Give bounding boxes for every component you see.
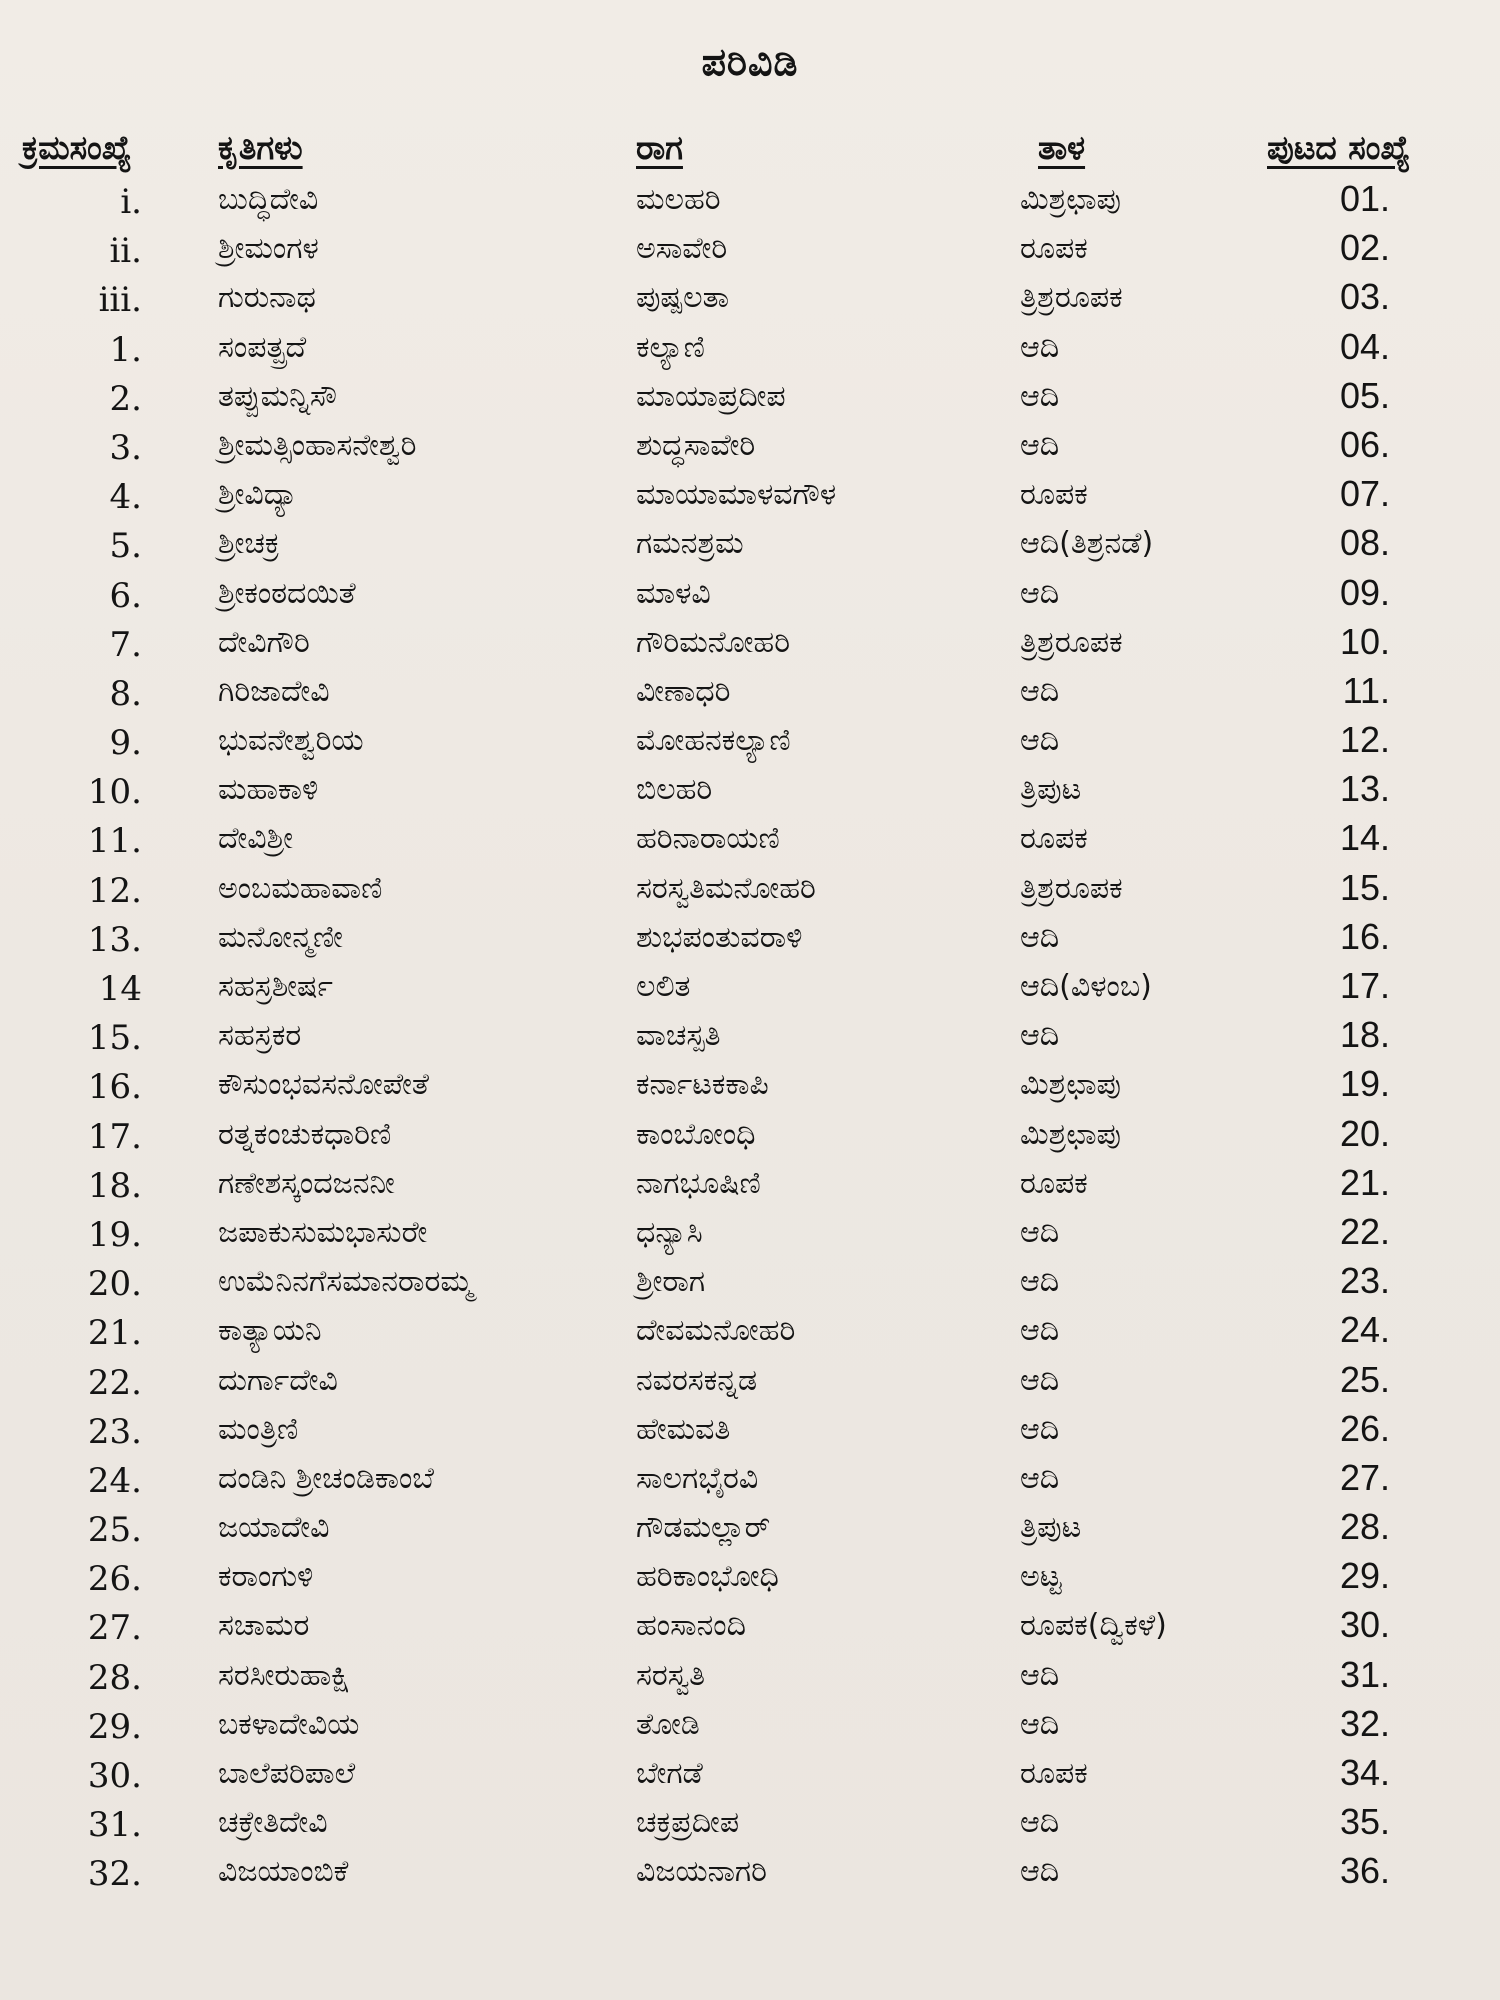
row-tala: ತ್ರಿಪುಟ — [1020, 772, 1082, 808]
row-serial-number: 24. — [87, 1460, 142, 1501]
row-page-number: 14. — [1339, 817, 1390, 859]
row-serial-number: 9. — [109, 723, 142, 764]
row-serial-number: 25. — [87, 1510, 142, 1551]
row-tala: ಆದಿ — [1020, 723, 1060, 759]
row-serial-number: 6. — [109, 575, 142, 616]
row-serial-number: 7. — [109, 624, 142, 665]
row-serial-number: 31. — [87, 1805, 142, 1846]
row-page-number: 29. — [1339, 1555, 1390, 1597]
row-composition: ದೇವಿಗೌರಿ — [218, 624, 310, 660]
row-page-number: 11. — [1342, 669, 1390, 711]
row-composition: ವಿಜಯಾಂಬಿಕೆ — [218, 1854, 349, 1890]
row-page-number: 21. — [1339, 1161, 1390, 1203]
row-page-number: 16. — [1339, 915, 1390, 957]
row-raga: ಸರಸ್ವತಿ — [636, 1657, 705, 1693]
row-serial-number: ii. — [109, 231, 142, 272]
table-row — [0, 373, 1500, 422]
table-row — [0, 274, 1500, 323]
row-raga: ಲಲಿತ — [636, 969, 691, 1004]
row-composition: ಉಮೆನಿನಗೆಸಮಾನರಾರಮ್ಮ — [218, 1264, 473, 1300]
table-row — [0, 324, 1500, 373]
row-raga: ಸಾಲಗಭೈರವಿ — [636, 1460, 759, 1496]
row-raga: ವೀಣಾಧರಿ — [636, 673, 731, 709]
table-row — [0, 225, 1500, 274]
row-tala: ಆದಿ — [1020, 1362, 1060, 1398]
row-tala: ಮಿಶ್ರಛಾಪು — [1020, 1067, 1121, 1103]
row-tala: ರೂಪಕ(ದ್ವಿಕಳೆ) — [1020, 1608, 1167, 1644]
row-composition: ಗಿರಿಜಾದೇವಿ — [218, 673, 330, 709]
row-serial-number: 20. — [87, 1264, 142, 1305]
table-row — [0, 619, 1500, 668]
header-compositions: ಕೃತಿಗಳು — [218, 128, 303, 167]
table-row — [0, 1848, 1500, 1897]
row-tala: ಆದಿ — [1020, 1657, 1060, 1693]
row-raga: ವಿಜಯನಾಗರಿ — [636, 1854, 767, 1890]
row-raga: ಗೌಡಮಲ್ಲಾರ್ — [636, 1510, 771, 1546]
row-serial-number: 17. — [87, 1116, 142, 1157]
row-tala: ಆದಿ — [1020, 378, 1060, 414]
row-tala: ಆದಿ — [1020, 1854, 1060, 1890]
row-composition: ಭುವನೇಶ್ವರಿಯ — [218, 723, 364, 759]
row-serial-number: 18. — [87, 1165, 142, 1206]
table-row — [0, 1307, 1500, 1356]
row-page-number: 32. — [1339, 1702, 1390, 1744]
row-page-number: 34. — [1339, 1752, 1390, 1793]
row-page-number: 27. — [1339, 1456, 1390, 1498]
row-raga: ಚಕ್ರಪ್ರದೀಪ — [636, 1805, 740, 1841]
table-row — [0, 1406, 1500, 1455]
row-raga: ಕಾಂಬೋಂಧಿ — [636, 1116, 756, 1152]
row-composition: ಕಾತ್ಯಾಯನಿ — [218, 1313, 322, 1349]
row-composition: ಶ್ರೀಮಂಗಳ — [218, 231, 319, 267]
row-page-number: 04. — [1339, 325, 1390, 367]
row-tala: ರೂಪಕ — [1020, 1165, 1088, 1201]
contents-table — [0, 176, 1500, 1898]
table-row — [0, 766, 1500, 815]
row-page-number: 05. — [1339, 374, 1390, 416]
row-tala: ತ್ರಿಶ್ರರೂಪಕ — [1020, 280, 1123, 316]
table-row — [0, 176, 1500, 225]
row-raga: ಶ್ರೀರಾಗ — [636, 1264, 706, 1300]
row-page-number: 26. — [1339, 1407, 1390, 1449]
table-row — [0, 865, 1500, 914]
row-raga: ಕಲ್ಯಾಣಿ — [636, 329, 705, 365]
row-tala: ರೂಪಕ — [1020, 231, 1088, 267]
row-composition: ಸಂಪತ್ಪ್ರದೆ — [218, 329, 307, 365]
row-page-number: 12. — [1339, 719, 1390, 761]
row-tala: ಆದಿ — [1020, 1706, 1060, 1742]
row-raga: ಗಮನಶ್ರಮ — [636, 526, 744, 562]
row-page-number: 15. — [1339, 866, 1390, 908]
row-serial-number: 28. — [87, 1657, 142, 1698]
row-raga: ಮಾಯಾಪ್ರದೀಪ — [636, 378, 786, 414]
row-composition: ದೇವಿಶ್ರೀ — [218, 821, 293, 857]
row-composition: ಕೌಸುಂಭವಸನೋಪೇತೆ — [218, 1067, 429, 1103]
row-serial-number: 16. — [87, 1067, 142, 1108]
table-row — [0, 1209, 1500, 1258]
row-tala: ಆದಿ(ತಿಶ್ರನಡೆ) — [1020, 526, 1154, 562]
row-raga: ಮೋಹನಕಲ್ಯಾಣಿ — [636, 723, 791, 759]
row-serial-number: 30. — [87, 1756, 142, 1796]
row-raga: ಬಿಲಹರಿ — [636, 772, 713, 808]
row-composition: ಶ್ರೀಮತ್ಸಿಂಹಾಸನೇಶ್ವರಿ — [218, 427, 417, 463]
row-composition: ಜಯಾದೇವಿ — [218, 1510, 330, 1546]
table-row — [0, 668, 1500, 717]
table-row — [0, 1602, 1500, 1651]
row-page-number: 19. — [1339, 1063, 1390, 1105]
row-serial-number: 2. — [109, 378, 142, 419]
table-row — [0, 1111, 1500, 1160]
row-serial-number: 8. — [109, 673, 142, 714]
row-composition: ಶ್ರೀವಿದ್ಯಾ — [218, 477, 298, 513]
table-row — [0, 471, 1500, 520]
row-composition: ರತ್ನಕಂಚುಕಧಾರಿಣಿ — [218, 1116, 392, 1152]
row-tala: ಆದಿ — [1020, 1018, 1060, 1054]
row-composition: ಶ್ರೀಚಕ್ರ — [218, 526, 280, 562]
row-raga: ಅಸಾವೇರಿ — [636, 231, 728, 267]
row-serial-number: 12. — [87, 870, 142, 911]
row-page-number: 20. — [1339, 1112, 1390, 1154]
row-raga: ಹರಿನಾರಾಯಣಿ — [636, 821, 780, 857]
table-row — [0, 422, 1500, 471]
row-raga: ತೋಡಿ — [636, 1706, 700, 1742]
row-tala: ಆದಿ — [1020, 1313, 1060, 1349]
table-row — [0, 1652, 1500, 1701]
page-title: ಪರಿವಿಡಿ — [701, 40, 799, 84]
table-row — [0, 1799, 1500, 1848]
row-page-number: 17. — [1339, 965, 1390, 1006]
row-composition: ದುರ್ಗಾದೇವಿ — [218, 1362, 338, 1398]
row-raga: ಮಾಳವಿ — [636, 575, 711, 611]
row-serial-number: 1. — [109, 329, 142, 370]
header-serial-number: ಕ್ರಮಸಂಖ್ಯೆ — [22, 128, 132, 167]
row-serial-number: 13. — [87, 919, 142, 960]
row-tala: ತ್ರಿಶ್ರರೂಪಕ — [1020, 870, 1123, 906]
row-composition: ಮಂತ್ರಿಣಿ — [218, 1411, 299, 1447]
row-raga: ಗೌರಿಮನೋಹರಿ — [636, 624, 791, 660]
table-row — [0, 1357, 1500, 1406]
row-tala: ಆದಿ — [1020, 1411, 1060, 1447]
row-composition: ಸಹಸ್ರಕರ — [218, 1018, 302, 1054]
row-composition: ಶ್ರೀಕಂಠದಯಿತೆ — [218, 575, 356, 611]
row-serial-number: 32. — [87, 1854, 142, 1895]
row-raga: ಶುದ್ಧಸಾವೇರಿ — [636, 427, 756, 463]
row-composition: ಮನೋನ್ಮಣೀ — [218, 919, 343, 955]
row-serial-number: 5. — [109, 526, 142, 567]
row-tala: ಆದಿ — [1020, 1805, 1060, 1841]
row-composition: ಸಹಸ್ರಶೀರ್ಷ — [218, 969, 333, 1004]
row-raga: ಬೇಗಡೆ — [636, 1756, 703, 1791]
row-page-number: 35. — [1339, 1801, 1390, 1843]
row-page-number: 24. — [1339, 1309, 1390, 1351]
row-serial-number: 11. — [87, 821, 142, 862]
row-tala: ಆದಿ — [1020, 427, 1060, 463]
table-row — [0, 1061, 1500, 1110]
row-serial-number: 15. — [87, 1018, 142, 1059]
row-tala: ರೂಪಕ — [1020, 1756, 1088, 1791]
table-header — [0, 128, 1500, 180]
table-row — [0, 1160, 1500, 1209]
row-serial-number: 3. — [109, 427, 142, 468]
table-row — [0, 963, 1500, 1012]
table-row — [0, 1750, 1500, 1799]
row-page-number: 08. — [1339, 522, 1390, 564]
row-composition: ಬಕಳಾದೇವಿಯ — [218, 1706, 360, 1742]
row-tala: ಆದಿ — [1020, 919, 1060, 955]
row-raga: ಶುಭಪಂತುವರಾಳಿ — [636, 919, 803, 955]
row-page-number: 07. — [1339, 473, 1390, 515]
row-raga: ಧನ್ಯಾಸಿ — [636, 1214, 703, 1250]
row-tala: ರೂಪಕ — [1020, 821, 1088, 857]
row-raga: ಹೇಮವತಿ — [636, 1411, 731, 1447]
row-page-number: 18. — [1339, 1014, 1390, 1056]
table-row — [0, 914, 1500, 963]
row-raga: ಮಾಯಾಮಾಳವಗೌಳ — [636, 477, 837, 513]
table-row — [0, 570, 1500, 619]
row-composition: ಸರಸೀರುಹಾಕ್ಷಿ — [218, 1657, 350, 1693]
row-tala: ಆದಿ — [1020, 575, 1060, 611]
row-page-number: 02. — [1339, 227, 1390, 269]
row-serial-number: 26. — [87, 1559, 142, 1600]
row-composition: ಸಚಾಮರ — [218, 1608, 310, 1644]
row-composition: ತಪ್ಪುಮನ್ನಿಸೌ — [218, 378, 337, 414]
table-row — [0, 1504, 1500, 1553]
row-tala: ಆದಿ — [1020, 1264, 1060, 1300]
row-raga: ಕರ್ನಾಟಕಕಾಪಿ — [636, 1067, 769, 1103]
table-row — [0, 717, 1500, 766]
row-serial-number: 29. — [87, 1706, 142, 1747]
row-tala: ಆದಿ — [1020, 1460, 1060, 1496]
row-composition: ಚಕ್ರೇತಿದೇವಿ — [218, 1805, 328, 1841]
row-composition: ಗುರುನಾಥ — [218, 280, 316, 316]
row-page-number: 28. — [1339, 1506, 1390, 1548]
row-composition: ಜಪಾಕುಸುಮಭಾಸುರೇ — [218, 1214, 428, 1250]
row-raga: ಸರಸ್ವತಿಮನೋಹರಿ — [636, 870, 816, 906]
row-serial-number: 23. — [87, 1411, 142, 1452]
row-raga: ಪುಷ್ಪಲತಾ — [636, 280, 730, 316]
header-raga: ರಾಗ — [636, 128, 683, 167]
header-tala: ತಾಳ — [1038, 128, 1086, 167]
row-raga: ನವರಸಕನ್ನಡ — [636, 1362, 758, 1398]
row-serial-number: i. — [120, 182, 142, 222]
row-page-number: 10. — [1339, 620, 1390, 662]
row-serial-number: iii. — [98, 280, 142, 321]
row-tala: ರೂಪಕ — [1020, 477, 1088, 513]
row-composition: ಮಹಾಕಾಳಿ — [218, 772, 319, 808]
table-row — [0, 520, 1500, 569]
row-tala: ಮಿಶ್ರಛಾಪು — [1020, 1116, 1121, 1152]
header-page-number: ಪುಟದ ಸಂಖ್ಯೆ — [1267, 128, 1411, 167]
row-page-number: 03. — [1339, 276, 1390, 318]
row-tala: ಮಿಶ್ರಛಾಪು — [1020, 182, 1121, 217]
row-tala: ತ್ರಿಶ್ರರೂಪಕ — [1020, 624, 1123, 660]
row-raga: ಮಲಹರಿ — [636, 182, 721, 217]
row-tala: ಆದಿ(ವಿಳಂಬ) — [1020, 969, 1152, 1004]
row-tala: ಆದಿ — [1020, 329, 1060, 365]
table-row — [0, 1012, 1500, 1061]
table-row — [0, 815, 1500, 864]
row-page-number: 01. — [1339, 178, 1390, 219]
row-tala: ತ್ರಿಪುಟ — [1020, 1510, 1082, 1546]
row-page-number: 13. — [1339, 768, 1390, 810]
row-serial-number: 10. — [87, 772, 142, 813]
row-serial-number: 4. — [109, 477, 142, 518]
row-page-number: 25. — [1339, 1358, 1390, 1400]
row-composition: ಕರಾಂಗುಳಿ — [218, 1559, 314, 1595]
row-serial-number: 19. — [87, 1214, 142, 1255]
table-row — [0, 1258, 1500, 1307]
row-serial-number: 27. — [87, 1608, 142, 1649]
row-composition: ಬಾಲೆಪರಿಪಾಲೆ — [218, 1756, 356, 1791]
table-row — [0, 1553, 1500, 1602]
row-composition: ಬುದ್ಧಿದೇವಿ — [218, 182, 319, 217]
row-composition: ಅಂಬಮಹಾವಾಣಿ — [218, 870, 383, 906]
row-page-number: 36. — [1339, 1850, 1390, 1892]
row-raga: ವಾಚಸ್ಪತಿ — [636, 1018, 721, 1054]
row-tala: ಆದಿ — [1020, 1214, 1060, 1250]
row-serial-number: 14 — [98, 969, 142, 1009]
row-serial-number: 22. — [87, 1362, 142, 1403]
row-page-number: 30. — [1339, 1604, 1390, 1646]
row-raga: ಹಂಸಾನಂದಿ — [636, 1608, 746, 1644]
row-page-number: 09. — [1339, 571, 1390, 613]
row-raga: ದೇವಮನೋಹರಿ — [636, 1313, 796, 1349]
row-page-number: 23. — [1339, 1260, 1390, 1302]
row-tala: ಅಟ್ಟ — [1020, 1559, 1062, 1595]
row-raga: ನಾಗಭೂಷಿಣಿ — [636, 1165, 761, 1201]
row-page-number: 06. — [1339, 423, 1390, 465]
row-tala: ಆದಿ — [1020, 673, 1060, 709]
table-row — [0, 1701, 1500, 1750]
row-composition: ಗಣೇಶಸ್ಕಂದಜನನೀ — [218, 1165, 395, 1201]
table-row — [0, 1455, 1500, 1504]
row-page-number: 31. — [1339, 1653, 1390, 1695]
row-serial-number: 21. — [87, 1313, 142, 1354]
row-page-number: 22. — [1339, 1210, 1390, 1252]
row-raga: ಹರಿಕಾಂಭೋಧಿ — [636, 1559, 779, 1595]
row-composition: ದಂಡಿನಿ ಶ್ರೀಚಂಡಿಕಾಂಬೆ — [218, 1460, 434, 1496]
